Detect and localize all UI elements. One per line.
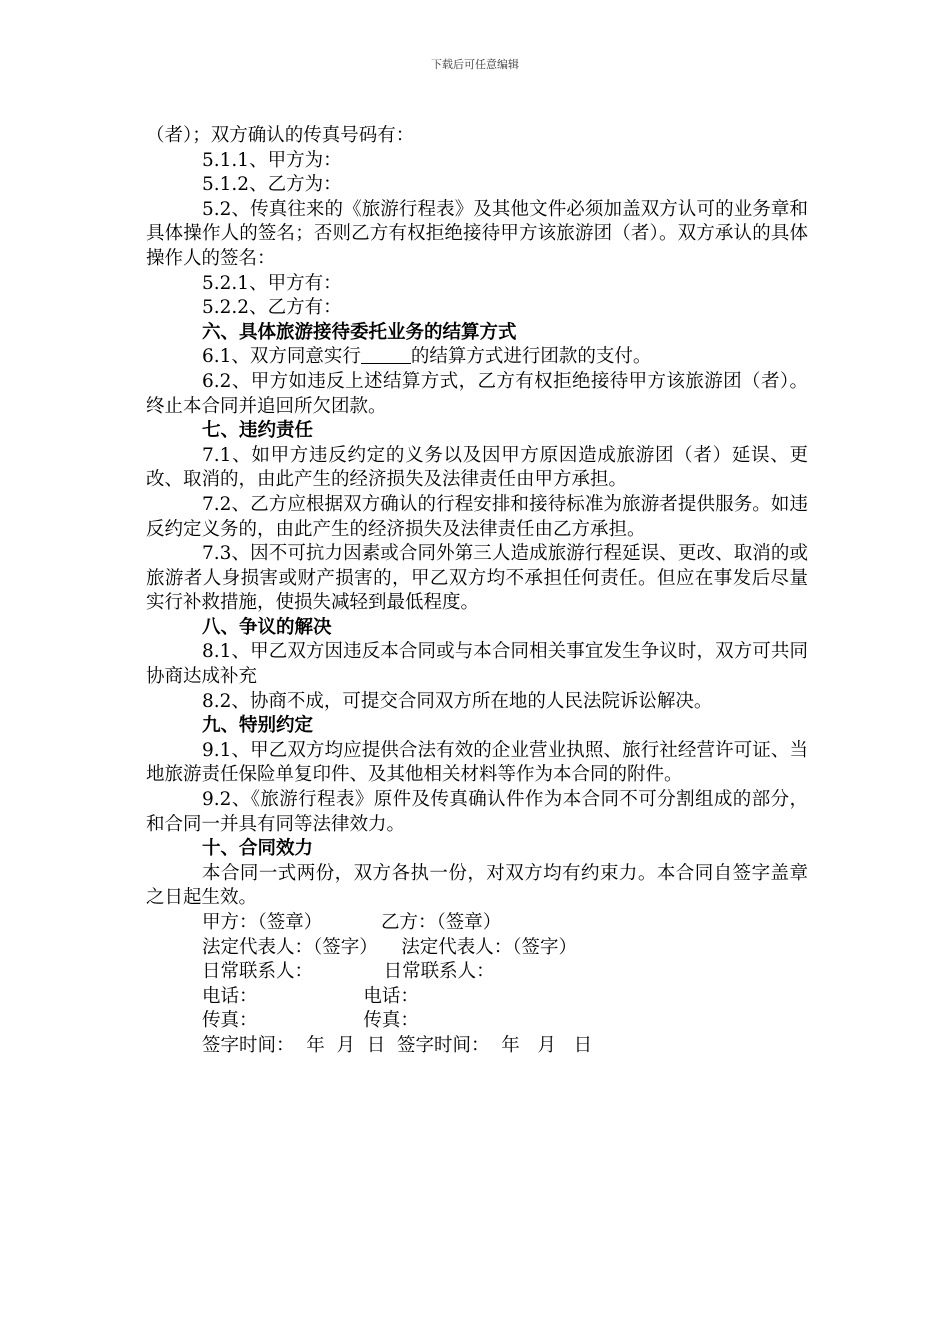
- clause-5-2: 5.2、传真往来的《旅游行程表》及其他文件必须加盖双方认可的业务章和具体操作人的签名；否则乙方有权拒绝接待甲方该旅游团（者）。双方承认的具体操作人的签名：: [146, 198, 808, 269]
- clause-7-1: 7.1、如甲方违反约定的义务以及因甲方原因造成旅游团（者）延误、更改、取消的，由此产生的经济损失及法律责任由甲方承担。: [146, 444, 808, 491]
- blank-line: [361, 345, 411, 364]
- signature-line-representatives: 法定代表人：（签字） 法定代表人：（签字）: [202, 936, 578, 958]
- section-heading-7: 七、违约责任: [202, 420, 314, 442]
- text-line: （者）；双方确认的传真号码有：: [146, 125, 415, 146]
- signature-line-contacts: 日常联系人： 日常联系人：: [202, 961, 495, 983]
- section-heading-6: 六、具体旅游接待委托业务的结算方式: [202, 321, 517, 343]
- clause-7-3: 7.3、因不可抗力因素或合同外第三人造成旅游行程延误、更改、取消的或旅游者人身损害或财产损害的，甲乙双方均不承担任何责任。但应在事发后尽量实行补救措施，使损失减轻到最低程度。: [146, 543, 808, 614]
- section-heading-10: 十、合同效力: [202, 838, 314, 860]
- text-line: 5.1.2、乙方为：: [202, 174, 342, 196]
- contract-body: [146, 124, 808, 1059]
- clause-6-1-text-b: 的结算方式进行团款的支付。: [410, 346, 652, 368]
- clause-10: 本合同一式两份，双方各执一份，对双方均有约束力。本合同自签字盖章之日起生效。: [146, 862, 808, 909]
- signature-line-fax: 传真： 传真：: [202, 1010, 419, 1032]
- section-heading-9: 九、特别约定: [202, 715, 314, 737]
- clause-7-2: 7.2、乙方应根据双方确认的行程安排和接待标准为旅游者提供服务。如违反约定义务的，由此产生的经济损失及法律责任由乙方承担。: [146, 493, 808, 540]
- clause-6-2: 6.2、甲方如违反上述结算方式，乙方有权拒绝接待甲方该旅游团（者）。终止本合同并追回所欠团款。: [146, 370, 808, 417]
- signature-line-phone: 电话： 电话：: [202, 985, 419, 1007]
- text-line: 5.2.1、甲方有：: [202, 272, 342, 294]
- clause-6-1-text-a: 6.1、双方同意实行: [202, 346, 361, 368]
- clause-9-2: 9.2、《旅游行程表》原件及传真确认件作为本合同不可分割组成的部分，和合同一并具有同等法律效力。: [146, 789, 808, 835]
- page-header: 下载后可任意编辑: [431, 58, 519, 71]
- text-line: 5.1.1、甲方为：: [202, 149, 342, 171]
- clause-9-1: 9.1、甲乙双方均应提供合法有效的企业营业执照、旅行社经营许可证、当地旅游责任保险单复印件、及其他相关材料等作为本合同的附件。: [146, 739, 808, 786]
- clause-6-1: [146, 345, 808, 370]
- signature-line-date: 签字时间： 年 月 日 签字时间： 年 月 日: [202, 1034, 593, 1056]
- signature-line-parties: 甲方：（签章） 乙方：（签章）: [202, 912, 502, 933]
- section-heading-8: 八、争议的解决: [202, 616, 332, 638]
- text-line: 5.2.2、乙方有：: [202, 297, 342, 319]
- clause-8-1: 8.1、甲乙双方因违反本合同或与本合同相关事宜发生争议时，双方可共同协商达成补充: [146, 641, 808, 688]
- clause-8-2: 8.2、协商不成，可提交合同双方所在地的人民法院诉讼解决。: [202, 690, 713, 712]
